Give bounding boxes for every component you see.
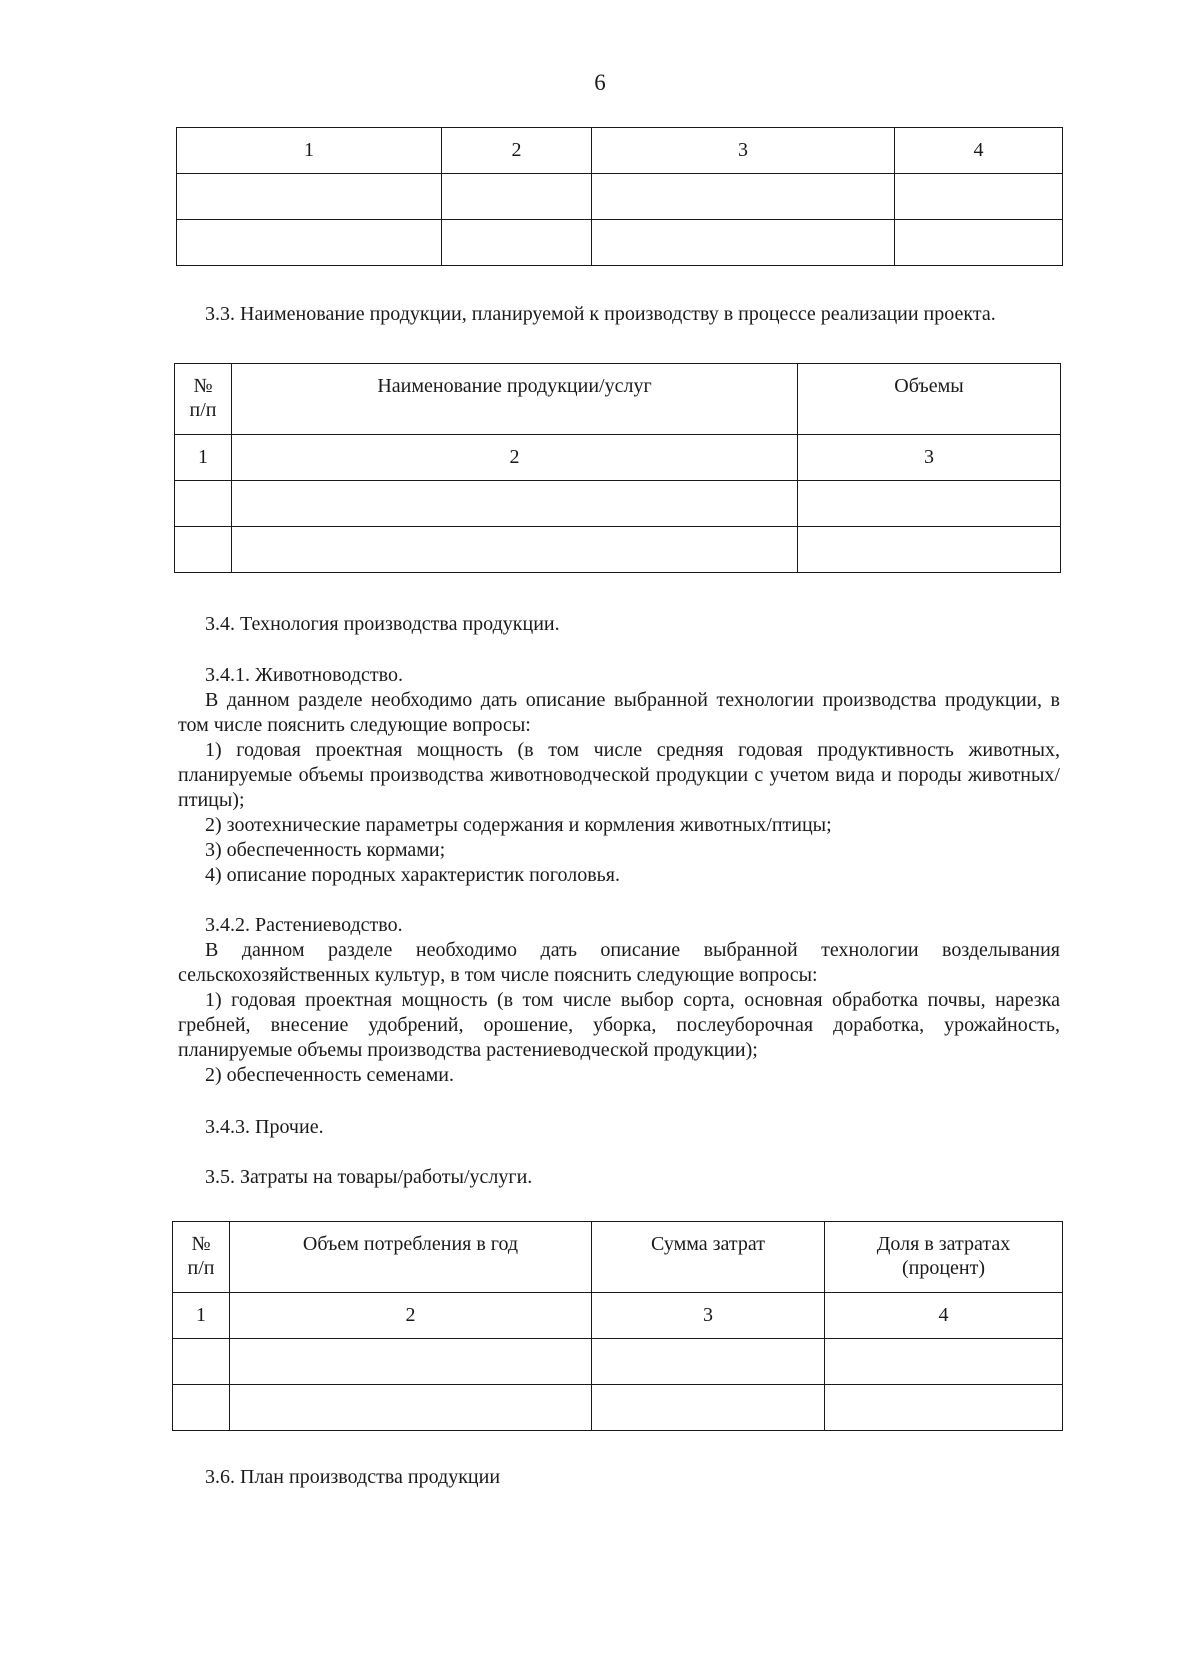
table-row bbox=[173, 1339, 1063, 1385]
table-cell bbox=[173, 1385, 230, 1431]
table-cell: 2 bbox=[232, 435, 798, 481]
section-3-4-2-heading: 3.4.2. Растениеводство. bbox=[205, 914, 403, 936]
table-row bbox=[175, 527, 1061, 573]
table-cell bbox=[177, 174, 442, 220]
table-header-cell: 3 bbox=[592, 128, 895, 174]
table-header-cell: 4 bbox=[895, 128, 1063, 174]
section-3-5-heading: 3.5. Затраты на товары/работы/услуги. bbox=[205, 1166, 533, 1188]
table-row bbox=[173, 1385, 1063, 1431]
table-row bbox=[177, 220, 1063, 266]
section-3-3-heading: 3.3. Наименование продукции, планируемой к производству в процессе реализации проекта. bbox=[205, 303, 996, 325]
section-3-4-2-item-1: 1) годовая проектная мощность (в том числе выбор сорта, основная обработка почвы, нарезка гребней, внесение удобрений, орошение, уборка, послеуборочная доработка, урожайность, планируемые объемы производства растениеводческой продукции); bbox=[178, 989, 1060, 1061]
table-cell bbox=[230, 1385, 592, 1431]
section-3-4-heading: 3.4. Технология производства продукции. bbox=[205, 613, 560, 635]
table-header-cell: № п/п bbox=[173, 1222, 230, 1293]
table-cell: 3 bbox=[798, 435, 1061, 481]
table-header-cell: № п/п bbox=[175, 364, 232, 435]
table-cell: 1 bbox=[175, 435, 232, 481]
section-3-4-1-item-4: 4) описание породных характеристик поголовья. bbox=[205, 864, 620, 886]
table-header-row bbox=[177, 128, 1063, 174]
table-header-cell: Доля в затратах (процент) bbox=[825, 1222, 1063, 1293]
table-cell bbox=[895, 174, 1063, 220]
table-cell bbox=[230, 1339, 592, 1385]
section-3-4-1-item-1: 1) годовая проектная мощность (в том числе средняя годовая продуктивность животных, планируемые объемы производства животноводческой продукции с учетом вида и породы животных/птицы); bbox=[178, 739, 1060, 811]
table-cell: 4 bbox=[825, 1293, 1063, 1339]
table-cell bbox=[798, 527, 1061, 573]
table-header-row bbox=[173, 1222, 1063, 1293]
table-cell bbox=[175, 481, 232, 527]
table-cell: 3 bbox=[592, 1293, 825, 1339]
table-row bbox=[177, 174, 1063, 220]
table-cell bbox=[177, 220, 442, 266]
table-cell bbox=[592, 220, 895, 266]
table-cell bbox=[173, 1339, 230, 1385]
table-cell: 2 bbox=[230, 1293, 592, 1339]
table-cell bbox=[895, 220, 1063, 266]
table-cell bbox=[592, 1385, 825, 1431]
table-cell bbox=[442, 174, 592, 220]
table-header-cell: 2 bbox=[442, 128, 592, 174]
table-header-cell: Наименование продукции/услуг bbox=[232, 364, 798, 435]
section-3-4-2-item-2: 2) обеспеченность семенами. bbox=[205, 1064, 454, 1086]
section-3-4-1-intro: В данном разделе необходимо дать описание выбранной технологии производства продукции, в том числе пояснить следующие вопросы: bbox=[178, 689, 1060, 736]
table-number-row bbox=[173, 1293, 1063, 1339]
table-cell bbox=[232, 527, 798, 573]
table-cell bbox=[798, 481, 1061, 527]
section-3-4-2-intro: В данном разделе необходимо дать описание выбранной технологии возделывания сельскохозяйственных культур, в том числе пояснить следующие вопросы: bbox=[178, 939, 1060, 986]
section-3-4-1-item-3: 3) обеспеченность кормами; bbox=[205, 839, 446, 861]
table-row bbox=[175, 481, 1061, 527]
section-3-4-1-item-2: 2) зоотехнические параметры содержания и кормления животных/птицы; bbox=[205, 814, 832, 836]
costs-table bbox=[172, 1221, 1063, 1431]
table-continuation bbox=[176, 127, 1063, 266]
page-number: 6 bbox=[594, 70, 606, 95]
table-header-row bbox=[175, 364, 1061, 435]
table-header-cell: Объем потребления в год bbox=[230, 1222, 592, 1293]
table-number-row bbox=[175, 435, 1061, 481]
section-3-4-3-heading: 3.4.3. Прочие. bbox=[205, 1116, 324, 1138]
table-cell bbox=[175, 527, 232, 573]
table-cell bbox=[592, 1339, 825, 1385]
table-cell: 1 bbox=[173, 1293, 230, 1339]
table-cell bbox=[442, 220, 592, 266]
products-table bbox=[174, 363, 1061, 573]
table-cell bbox=[592, 174, 895, 220]
table-cell bbox=[232, 481, 798, 527]
table-header-cell: Объемы bbox=[798, 364, 1061, 435]
section-3-6-heading: 3.6. План производства продукции bbox=[205, 1466, 501, 1488]
table-header-cell: 1 bbox=[177, 128, 442, 174]
section-3-4-1-heading: 3.4.1. Животноводство. bbox=[205, 664, 403, 686]
table-cell bbox=[825, 1339, 1063, 1385]
table-header-cell: Сумма затрат bbox=[592, 1222, 825, 1293]
table-cell bbox=[825, 1385, 1063, 1431]
